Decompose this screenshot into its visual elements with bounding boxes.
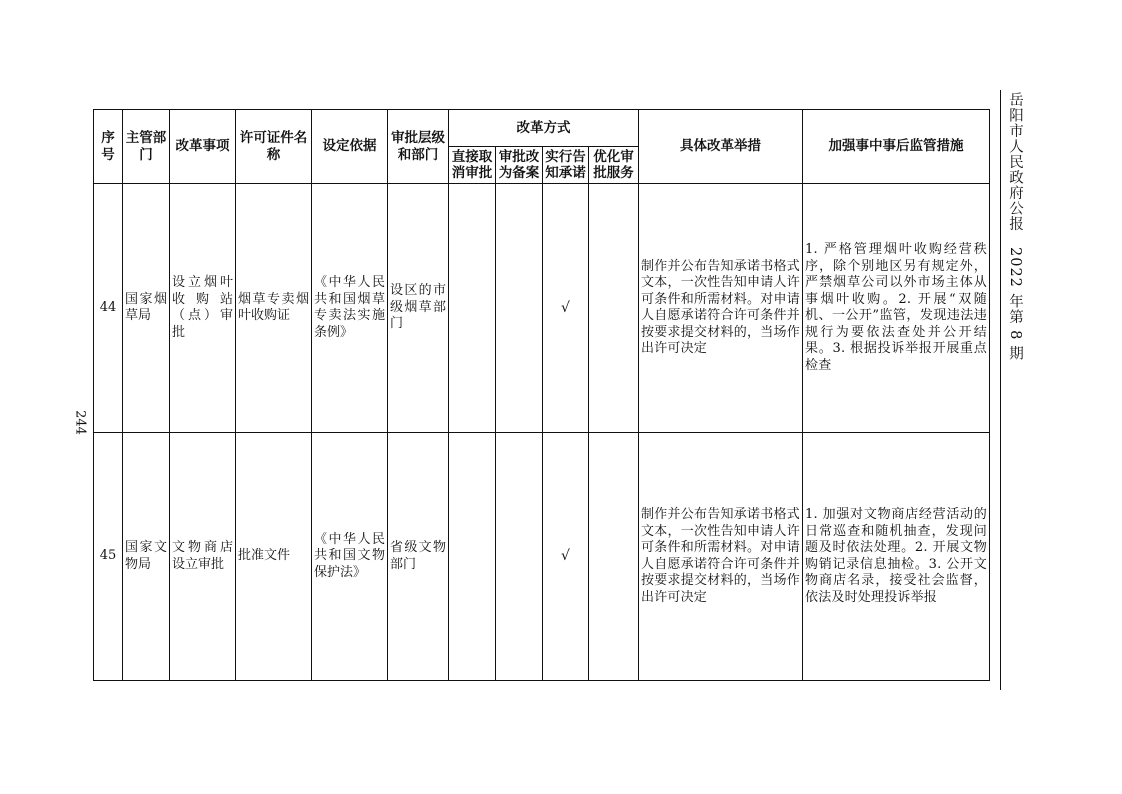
cell-basis: 《中华人民共和国烟草专卖法实施条例》 — [312, 184, 388, 433]
cell-cancel — [449, 184, 496, 433]
cell-item: 设立烟叶收购站（点）审批 — [170, 184, 236, 433]
table-row — [94, 184, 990, 433]
page-number: 244 — [72, 410, 88, 435]
cell-supervision: 1. 加强对文物商店经营活动的日常巡查和随机抽查，发现问题及时依法处理。2. 开展文物购销记录信息抽检。3. 公开文物商店名录，接受社会监督，依法及时处理投诉举报 — [803, 433, 990, 681]
cell-seq: 45 — [94, 433, 123, 681]
header-record: 审批改为备案 — [496, 147, 543, 184]
header-basis: 设定依据 — [312, 110, 388, 184]
header-item: 改革事项 — [170, 110, 236, 184]
header-dept: 主管部门 — [123, 110, 170, 184]
cell-basis: 《中华人民共和国文物保护法》 — [312, 433, 388, 681]
header-supervision: 加强事中事后监管措施 — [803, 110, 990, 184]
cell-notify-check: √ — [543, 433, 589, 681]
cell-supervision: 1. 严格管理烟叶收购经营秩序，除个别地区另有规定外，严禁烟草公司以外市场主体从事烟叶收购。2. 开展“双随机、一公开”监管，发现违法违规行为要依法查处并公开结果。3. 根据投诉举报开展重点检查 — [803, 184, 990, 433]
header-notify: 实行告知承诺 — [543, 147, 589, 184]
header-optimize: 优化审批服务 — [589, 147, 639, 184]
cell-dept: 国家烟草局 — [123, 184, 170, 433]
cell-seq: 44 — [94, 184, 123, 433]
cell-record — [496, 184, 543, 433]
side-divider-line — [1000, 90, 1001, 690]
table-row — [94, 433, 990, 681]
cell-license: 烟草专卖烟叶收购证 — [236, 184, 312, 433]
bulletin-running-title: 岳阳市人民政府公报 2022 年第 8 期 — [1007, 92, 1023, 362]
header-measures: 具体改革举措 — [639, 110, 803, 184]
cell-optimize — [589, 433, 639, 681]
cell-notify-check: √ — [543, 184, 589, 433]
cell-optimize — [589, 184, 639, 433]
cell-level: 设区的市级烟草部门 — [388, 184, 449, 433]
cell-dept: 国家文物局 — [123, 433, 170, 681]
cell-license: 批准文件 — [236, 433, 312, 681]
header-seq: 序号 — [94, 110, 123, 184]
header-level: 审批层级和部门 — [388, 110, 449, 184]
cell-item: 文物商店设立审批 — [170, 433, 236, 681]
cell-level: 省级文物部门 — [388, 433, 449, 681]
header-reform-mode: 改革方式 — [449, 110, 639, 147]
cell-cancel — [449, 433, 496, 681]
cell-measures: 制作并公布告知承诺书格式文本，一次性告知申请人许可条件和所需材料。对申请人自愿承诺符合许可条件并按要求提交材料的，当场作出许可决定 — [639, 184, 803, 433]
reform-table — [93, 109, 990, 681]
cell-record — [496, 433, 543, 681]
header-license: 许可证件名称 — [236, 110, 312, 184]
header-row-1 — [94, 110, 990, 147]
cell-measures: 制作并公布告知承诺书格式文本，一次性告知申请人许可条件和所需材料。对申请人自愿承诺符合许可条件并按要求提交材料的，当场作出许可决定 — [639, 433, 803, 681]
header-cancel: 直接取消审批 — [449, 147, 496, 184]
